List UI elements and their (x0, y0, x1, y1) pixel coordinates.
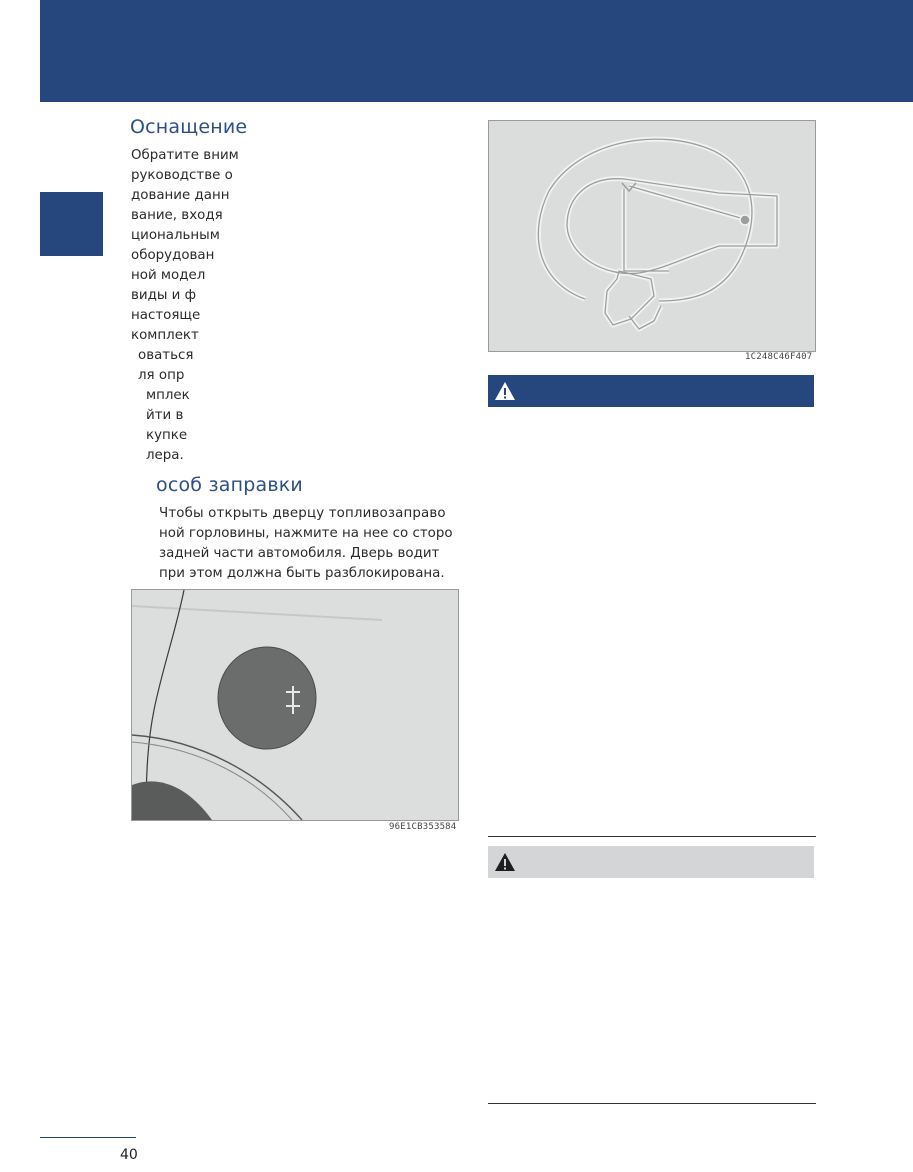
text-line: ной горловины, нажмите на нее со сторо (159, 526, 453, 541)
text-line: руководстве о (131, 168, 233, 183)
text-line: Чтобы открыть дверцу топливозаправо (159, 506, 446, 521)
text-line: ной модел (131, 268, 206, 283)
text-line: вание, входя (131, 208, 223, 223)
page-number: 40 (120, 1147, 138, 1163)
header-band (40, 0, 913, 102)
warning-header-bar (488, 375, 814, 407)
divider (488, 1103, 816, 1104)
text-line: Обратите вним (131, 148, 239, 163)
figure-code: 96E1CB353584 (389, 822, 457, 832)
text-line: оваться (138, 348, 194, 363)
text-line: виды и ф (131, 288, 197, 303)
text-line: ля опр (138, 368, 185, 383)
text-line: комплект (131, 328, 199, 343)
text-line: йти в (146, 408, 184, 423)
caution-header-bar (488, 846, 814, 878)
chapter-tab (40, 192, 103, 256)
text-line: оборудован (131, 248, 215, 263)
text-line: дование данн (131, 188, 230, 203)
section-title-refueling: особ заправки (156, 474, 303, 496)
warning-triangle-icon (494, 381, 516, 401)
text-line: лера. (146, 448, 184, 463)
figure-code: 1C248C46F407 (745, 352, 813, 362)
text-line: при этом должна быть разблокирована. (159, 566, 445, 581)
warning-triangle-icon (494, 852, 516, 872)
divider (488, 836, 816, 837)
section-title-equipment: Оснащение (130, 116, 248, 138)
text-line: циональным (131, 228, 220, 243)
text-line: задней части автомобиля. Дверь водит (159, 546, 440, 561)
text-line: настояще (131, 308, 201, 323)
footer-rule (40, 1137, 136, 1138)
fuel-cap-diagram (488, 120, 816, 352)
text-line: купке (146, 428, 188, 443)
text-line: мплек (146, 388, 190, 403)
fuel-door-illustration (131, 589, 459, 821)
